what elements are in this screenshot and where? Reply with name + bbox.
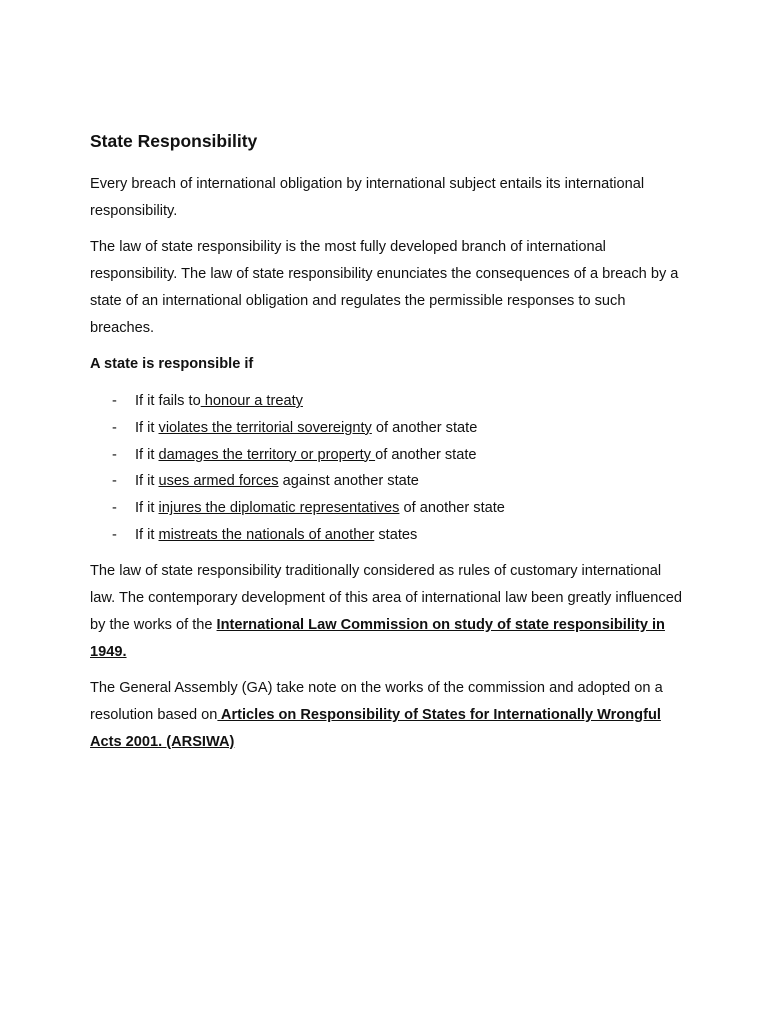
list-item-text: If it fails to [135, 393, 201, 409]
list-item-underlined: mistreats the nationals of another [158, 526, 375, 543]
list-item-text: If it [135, 446, 159, 463]
list-item-underlined: violates the territorial sovereignty [158, 419, 372, 436]
page-title: State Responsibility [90, 131, 258, 151]
paragraph-3 [90, 558, 690, 666]
list-item-text: If it [135, 419, 159, 436]
paragraph-3-bold-reference: International Law Commission on study of state responsibility in 1949. [90, 616, 665, 660]
paragraph-2: The law of state responsibility is the most fully developed branch of international responsibility. The law of state responsibility enunciates the consequences of a breach by a state of an international obligation and regulates the permissible responses to such breaches. [90, 239, 679, 336]
paragraph-1: Every breach of international obligation by international subject entails its international responsibility. [90, 176, 645, 219]
list-item [90, 415, 690, 442]
paragraph-4-text: The General Assembly (GA) take note on the works of the commission and adopted on a resolution based on [90, 679, 663, 723]
list-item-underlined: injures the diplomatic representatives [158, 500, 400, 517]
list-item-text: of another state [399, 500, 505, 517]
document-page [90, 128, 690, 765]
list-item [90, 495, 690, 522]
list-item-text: against another state [278, 473, 419, 490]
list-dash: - [112, 419, 117, 436]
subheading: A state is responsible if [90, 356, 254, 372]
list-item-text: If it [135, 526, 159, 543]
list-dash: - [112, 526, 117, 543]
list-item-text: of another state [375, 446, 477, 463]
list-item [90, 442, 690, 469]
list-dash: - [112, 473, 117, 490]
list-item-underlined: honour a treaty [200, 393, 303, 409]
responsibility-list [90, 388, 690, 549]
list-dash: - [112, 446, 117, 463]
list-item-underlined: uses armed forces [158, 473, 279, 490]
list-item [90, 468, 690, 495]
list-dash: - [112, 393, 117, 409]
list-item-text: If it [135, 500, 159, 517]
list-item [90, 522, 690, 549]
list-item-underlined: damages the territory or property [158, 446, 376, 463]
list-dash: - [112, 500, 117, 517]
paragraph-4-bold-reference: Articles on Responsibility of States for Internationally Wrongful Acts 2001. (ARSIWA) [90, 706, 661, 750]
list-item-text: of another state [371, 419, 478, 436]
paragraph-4 [90, 675, 690, 756]
list-item-text: If it [135, 473, 159, 490]
list-item-text: states [374, 526, 418, 543]
list-item [90, 388, 690, 415]
paragraph-3-text: The law of state responsibility traditionally considered as rules of customary international law. The contemporary development of this area of international law been greatly influenced by the works of the [90, 562, 682, 633]
